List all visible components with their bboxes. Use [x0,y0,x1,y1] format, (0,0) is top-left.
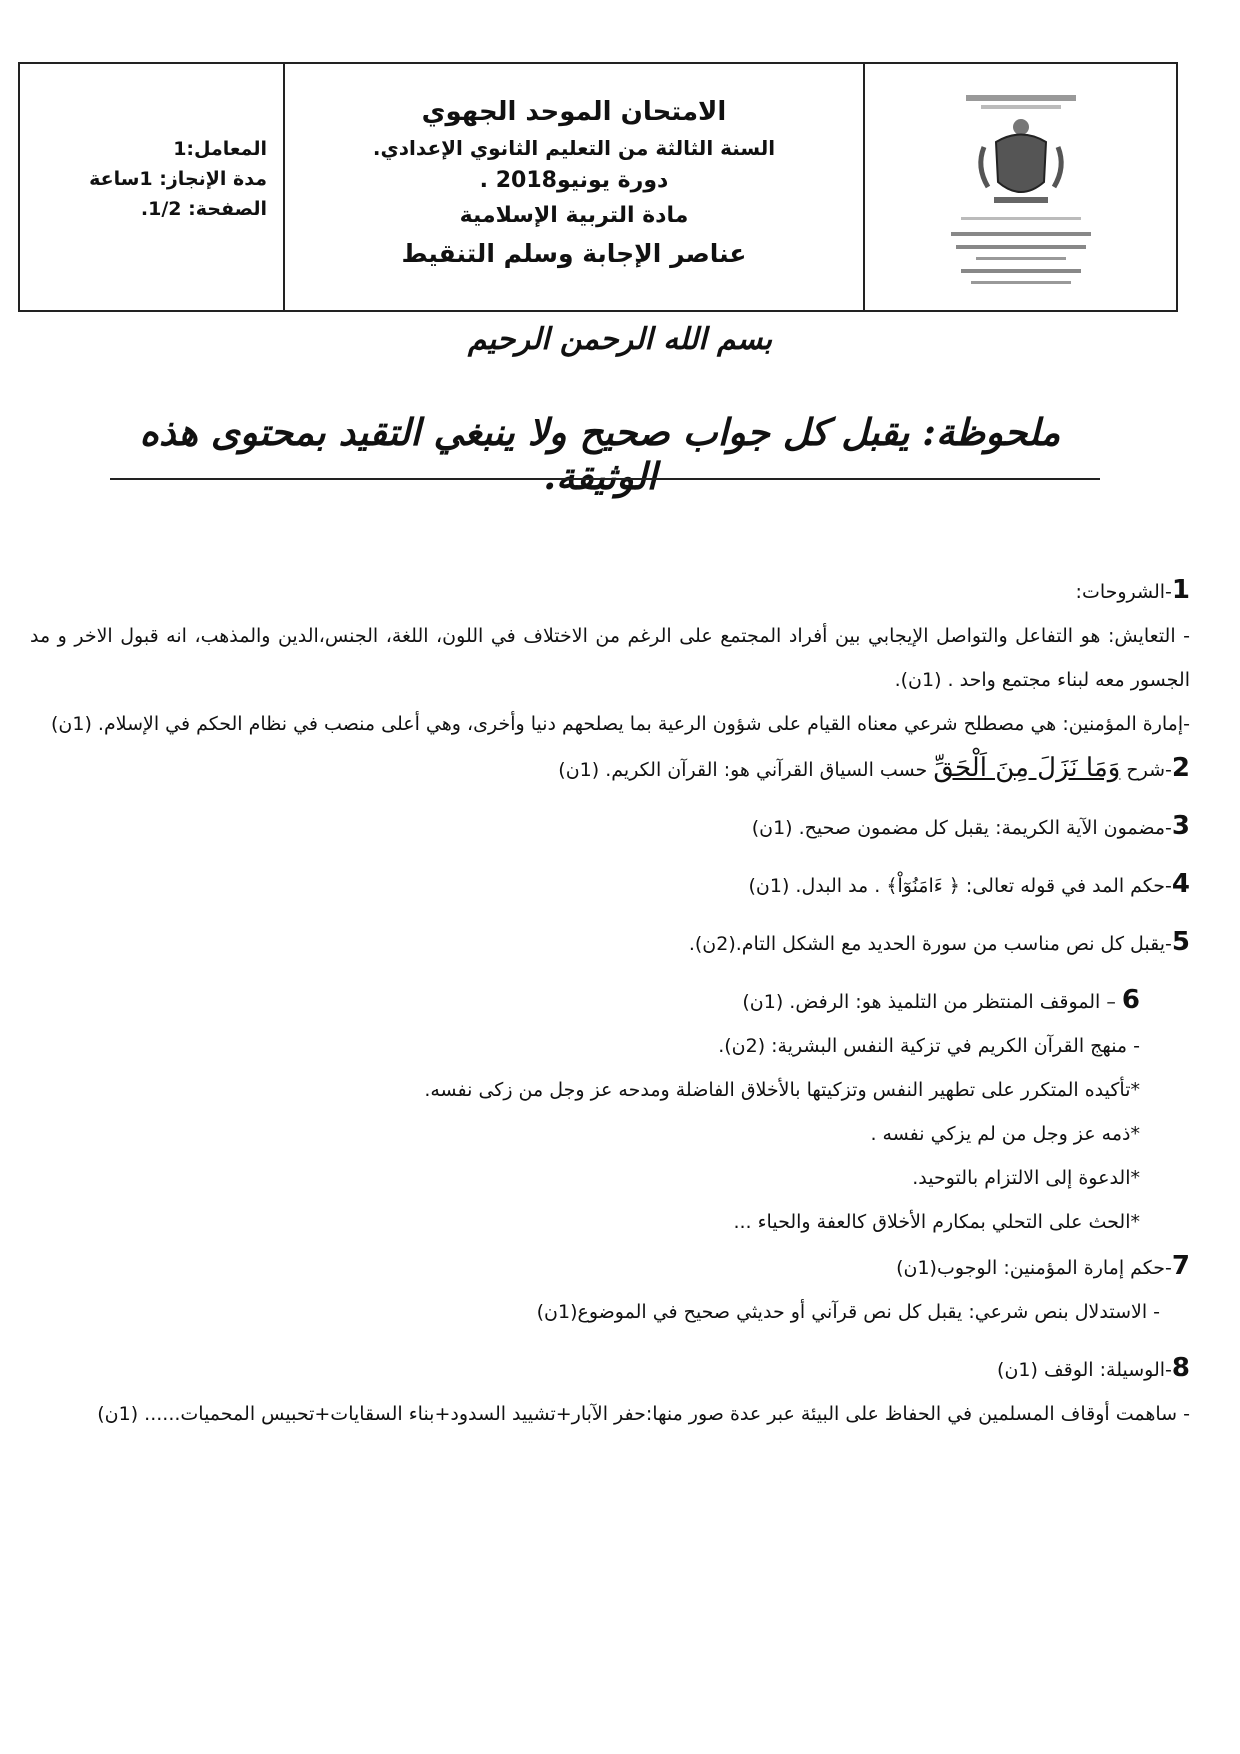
exam-subject: مادة التربية الإسلامية [459,203,689,228]
page-number: الصفحة: 1/2. [140,198,267,220]
item-1-imarat: -إمارة المؤمنين: هي مصطلح شرعي معناه القيام على شؤون الرعية بما يصلحهم دنيا وأخرى، وهي أعلى منصب في نظام الحكم في الإسلام. (1ن) [51,713,1190,735]
item-6: 6 – الموقف المنتظر من التلميذ هو: الرفض. (1ن) [742,985,1140,1015]
exam-title: الامتحان الموحد الجهوي [421,97,727,127]
coefficient: المعامل:1 [173,138,267,160]
item-6-point: *تأكيده المتكرر على تطهير النفس وتزكيتها بالأخلاق الفاضلة ومدحه عز وجل من زكى نفسه. [424,1079,1140,1101]
basmala: بسم الله الرحمن الرحيم [467,322,773,357]
ministry-logo [926,87,1116,287]
duration: مدة الإنجاز: 1ساعة [89,168,267,190]
item-6-point: *الحث على التحلي بمكارم الأخلاق كالعفة والحياء ... [733,1211,1140,1233]
quran-verse: وَمَا نَزَلَ مِنَ اَلْحَقِّ [933,753,1121,783]
exam-session: دورة يونيو2018 . [479,168,669,193]
coat-of-arms-icon [926,87,1116,287]
item-5: 5-يقبل كل نص مناسب من سورة الحديد مع الشكل التام.(2ن). [688,927,1190,957]
item-6-subtitle: - منهج القرآن الكريم في تزكية النفس البشرية: (2ن). [718,1035,1140,1057]
item-3: 3-مضمون الآية الكريمة: يقبل كل مضمون صحيح. (1ن) [751,811,1190,841]
answers [30,568,1190,1436]
header-title-cell [285,64,865,310]
header-info-cell [20,64,285,310]
item-6-point: *الدعوة إلى الالتزام بالتوحيد. [912,1167,1140,1189]
item-7: 7-حكم إمارة المؤمنين: الوجوب(1ن) [896,1251,1190,1281]
item-1-coexistence: - التعايش: هو التفاعل والتواصل الإيجابي بين أفراد المجتمع على الرغم من الاختلاف في اللون، اللغة، الجنس،الدين والمذهب، انه قبول الاخر و مد الجسور معه لبناء مجتمع واحد . (1ن). [30,625,1190,691]
item-8: 8-الوسيلة: الوقف (1ن) [997,1353,1190,1383]
header-table [18,62,1178,312]
item-4: 4-حكم المد في قوله تعالى: ﴿ ءَامَنُوٓاْ﴾ . مد البدل. (1ن) [748,869,1190,899]
item-7-sub: - الاستدلال بنص شرعي: يقبل كل نص قرآني أو حديثي صحيح في الموضوع(1ن) [536,1301,1160,1323]
item-8-sub: - ساهمت أوقاف المسلمين في الحفاظ على البيئة عبر عدة صور منها:حفر الآبار+تشييد السدود+بناء السقايات+تحبيس المحميات...... (1ن) [97,1403,1190,1425]
item-2: 2-شرح وَمَا نَزَلَ مِنَ اَلْحَقِّ حسب السياق القرآني هو: القرآن الكريم. (1ن) [558,753,1190,783]
item-6-point: *ذمه عز وجل من لم يزكي نفسه . [870,1123,1140,1145]
header-logo-cell [865,64,1176,310]
exam-level: السنة الثالثة من التعليم الثانوي الإعدادي. [372,136,776,160]
note-underline [110,478,1100,480]
note: ملحوظة: يقبل كل جواب صحيح ولا ينبغي التقيد بمحتوى هذه الوثيقة. [139,410,1061,498]
item-1-title: 1-الشروحات: [1075,575,1190,605]
doc-type: عناصر الإجابة وسلم التنقيط [401,239,747,268]
